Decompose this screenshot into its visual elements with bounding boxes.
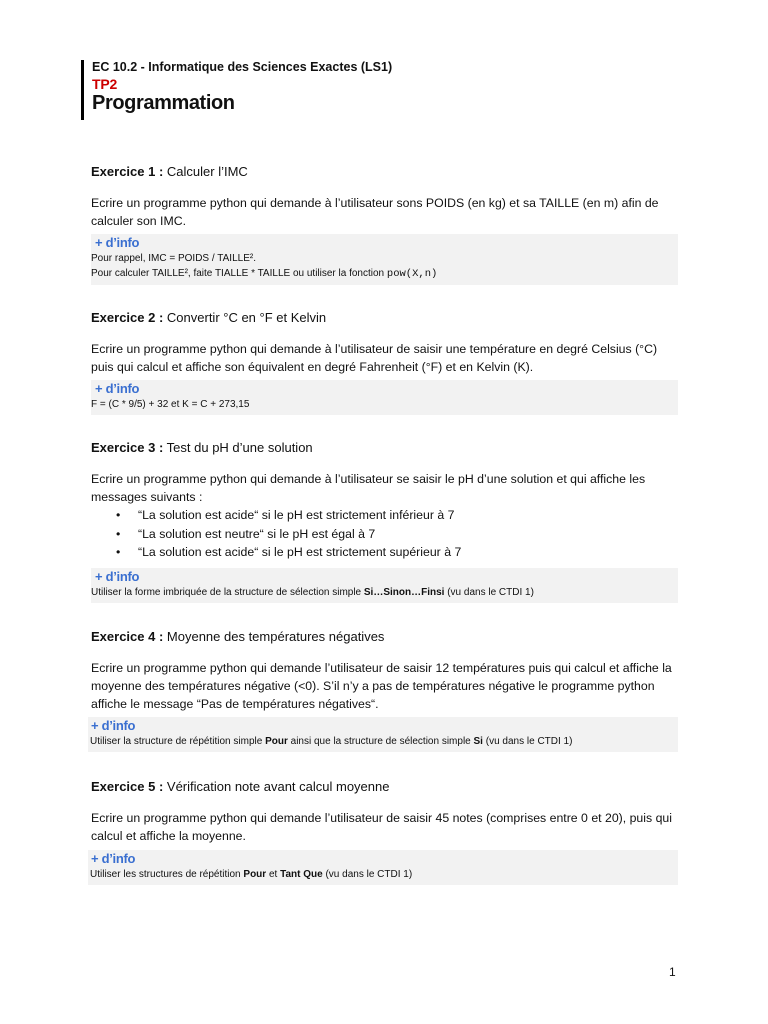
info-line: Utiliser la structure de répétition simple Pour ainsi que la structure de sélection simple Si (vu dans le CTDI 1) (90, 736, 573, 747)
info-line: Utiliser la forme imbriquée de la structure de sélection simple Si…Sinon…Finsi (vu dans le CTDI 1) (91, 587, 534, 598)
exercise-2-title: Exercice 2 : Convertir °C en °F et Kelvin (91, 310, 327, 325)
exercise-5-title: Exercice 5 : Vérification note avant calcul moyenne (91, 779, 390, 794)
exercise-2 (91, 310, 681, 376)
exercise-2-body: Ecrire un programme python qui demande à l’utilisateur de saisir une température en degré Celsius (°C) puis qui calcul et affiche son équivalent en degré Fahrenheit (°F) et en Kelvin (K). (91, 342, 658, 374)
message-list (91, 506, 681, 562)
document-header (81, 60, 392, 120)
info-line: Utiliser les structures de répétition Pour et Tant Que (vu dans le CTDI 1) (90, 869, 413, 880)
exercise-4-title: Exercice 4 : Moyenne des températures négatives (91, 629, 385, 644)
page-number: 1 (669, 965, 676, 979)
info-line: Pour rappel, IMC = POIDS / TAILLE². (91, 253, 256, 264)
exercise-4 (91, 629, 681, 713)
list-item: • “La solution est acide“ si le pH est strictement inférieur à 7 (91, 506, 681, 525)
list-item: • “La solution est neutre“ si le pH est égal à 7 (91, 525, 681, 544)
info-heading: + d’info (95, 381, 140, 396)
exercise-1 (91, 164, 681, 230)
exercise-3-info-box (91, 568, 678, 603)
exercise-1-title: Exercice 1 : Calculer l’IMC (91, 164, 248, 179)
info-heading: + d’info (95, 235, 140, 250)
info-heading: + d’info (91, 718, 136, 733)
exercise-1-body: Ecrire un programme python qui demande à l’utilisateur sons POIDS (en kg) et sa TAILLE (en m) afin de calculer son IMC. (91, 196, 659, 228)
tp-label: TP2 (92, 76, 118, 92)
page-title: Programmation (92, 92, 235, 114)
exercise-4-body: Ecrire un programme python qui demande l’utilisateur de saisir 12 températures puis qui calcul et affiche la moyenne des températures négative (<0). S’il n’y a pas de températures négative le programme python affiche le message “Pas de températures négatives“. (91, 661, 672, 711)
exercise-5 (91, 779, 681, 845)
info-heading: + d’info (95, 569, 140, 584)
info-heading: + d’info (91, 851, 136, 866)
list-item: • “La solution est acide“ si le pH est strictement supérieur à 7 (91, 543, 681, 562)
exercise-2-info-box (91, 380, 678, 415)
course-title: EC 10.2 - Informatique des Sciences Exactes (LS1) (92, 60, 393, 74)
exercise-5-info-box (88, 850, 678, 885)
exercise-1-info-box (91, 234, 678, 285)
info-line: Pour calculer TAILLE², faite TIALLE * TAILLE ou utiliser la fonction pow(X,n) (91, 268, 438, 280)
info-line: F = (C * 9/5) + 32 et K = C + 273,15 (91, 399, 250, 410)
exercise-3 (91, 440, 681, 562)
exercise-3-body: Ecrire un programme python qui demande à l’utilisateur se saisir le pH d’une solution et qui affiche les messages suivants : (91, 472, 646, 504)
exercise-4-info-box (88, 717, 678, 752)
exercise-3-title: Exercice 3 : Test du pH d’une solution (91, 440, 313, 455)
exercise-5-body: Ecrire un programme python qui demande l’utilisateur de saisir 45 notes (comprises entre 0 et 20), puis qui calcul et affiche la moyenne. (91, 811, 672, 843)
